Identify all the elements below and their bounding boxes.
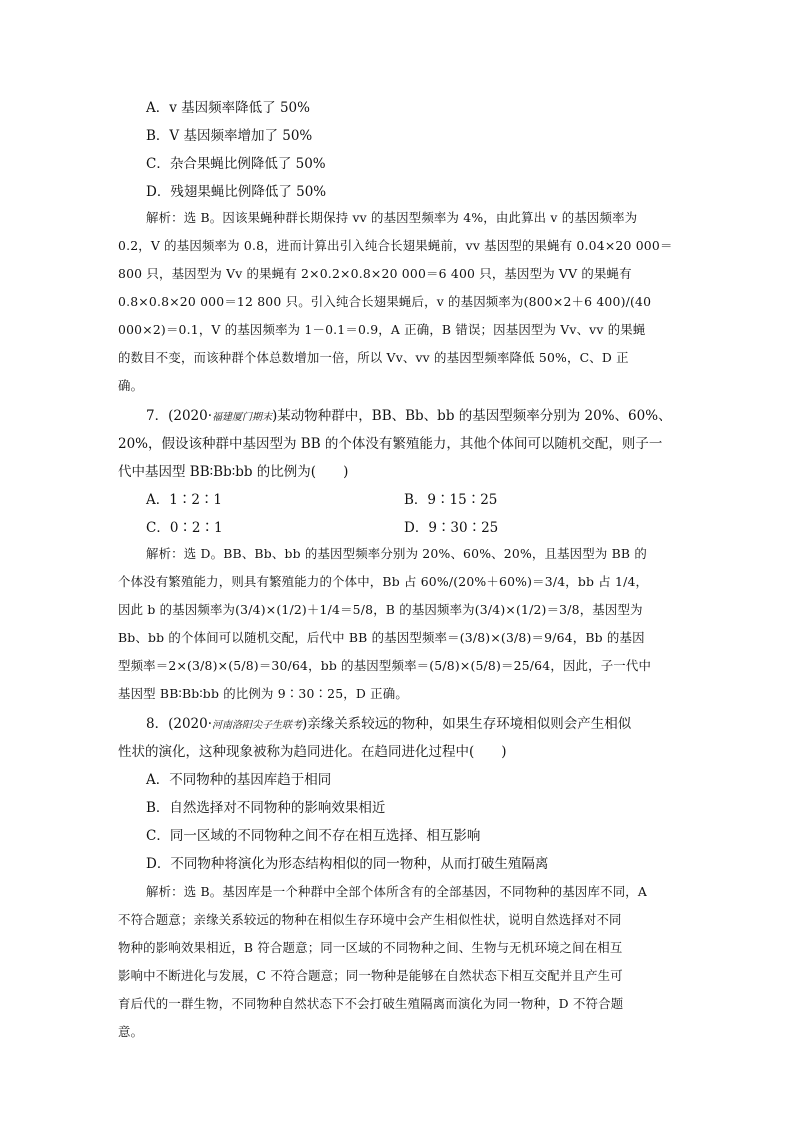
- q7-answer-line: 基因型 BB∶Bb∶bb 的比例为 9∶30∶25，D 正确。: [118, 686, 408, 701]
- option-b: B．V 基因频率增加了 50%: [146, 128, 313, 144]
- option-d: D．残翅果蝇比例降低了 50%: [146, 184, 327, 200]
- q7-answer-line: 解析：选 D。BB、Bb、bb 的基因型频率分别为 20%、60%、20%，且基因型为 BB 的: [146, 546, 647, 561]
- answer-line: 800 只，基因型为 Vv 的果蝇有 2×0.2×0.8×20 000＝6 400 只，基因型为 VV 的果蝇有: [118, 266, 632, 281]
- q7-option-c: C．0∶2∶1: [146, 520, 223, 536]
- q7-answer-line: 个体没有繁殖能力，则具有繁殖能力的个体中，Bb 占 60%/(20%＋60%)＝3/4，bb 占 1/4，: [118, 574, 649, 589]
- q8-answer-line: 物种的影响效果相近，B 符合题意；同一区域的不同物种之间、生物与无机环境之间在相互: [118, 940, 623, 955]
- question-number: 7．(2020·: [146, 408, 213, 424]
- q8-answer-line: 育后代的一群生物，不同物种自然状态下不会打破生殖隔离而演化为同一物种，D 不符合题: [118, 996, 624, 1011]
- q8-answer-line: 不符合题意；亲缘关系较远的物种在相似生存环境中会产生相似性状，说明自然选择对不同: [118, 912, 622, 927]
- question-8-stem: 性状的演化，这种现象被称为趋同进化。在趋同进化过程中( ): [118, 744, 507, 760]
- answer-line: 0.8×0.8×20 000＝12 800 只。引入纯合长翅果蝇后，v 的基因频率为(800×2＋6 400)/(40: [118, 294, 652, 309]
- answer-line: 解析：选 B。因该果蝇种群长期保持 vv 的基因型频率为 4%，由此算出 v 的基因频率为: [146, 210, 638, 225]
- q8-option-a: A．不同物种的基因库趋于相同: [146, 772, 332, 788]
- answer-line: 的数目不变，而该种群个体总数增加一倍，所以 Vv、vv 的基因型频率降低 50%，C、D 正: [118, 350, 629, 365]
- answer-line: 0.2，V 的基因频率为 0.8，进而计算出引入纯合长翅果蝇前，vv 基因型的果蝇有 0.04×20 000＝: [118, 238, 673, 253]
- question-7-stem: 20%，假设该种群中基因型为 BB 的个体没有繁殖能力，其他个体间可以随机交配，则子一: [118, 436, 663, 452]
- q7-option-a: A．1∶2∶1: [146, 492, 223, 508]
- question-source: 福建厦门期末: [212, 412, 273, 423]
- q8-answer-line: 解析：选 B。基因库是一个种群中全部个体所含有的全部基因，不同物种的基因库不同，A: [146, 884, 648, 899]
- answer-line: 000×2)＝0.1，V 的基因频率为 1－0.1＝0.9，A 正确，B 错误；因基因型为 Vv、vv 的果蝇: [118, 322, 646, 337]
- q8-answer-line: 意。: [118, 1024, 144, 1039]
- q8-answer-line: 影响中不断进化与发展，C 不符合题意；同一物种是能够在自然状态下相互交配并且产生可: [118, 968, 623, 983]
- option-c: C．杂合果蝇比例降低了 50%: [146, 156, 326, 172]
- q7-option-d: D．9∶30∶25: [404, 520, 499, 536]
- q8-option-b: B．自然选择对不同物种的影响效果相近: [146, 800, 386, 816]
- question-8-stem: 8．(2020·河南洛阳尖子生联考)亲缘关系较远的物种，如果生存环境相似则会产生相似: [146, 716, 632, 732]
- question-source: 河南洛阳尖子生联考: [212, 720, 303, 731]
- question-number: 8．(2020·: [146, 716, 213, 732]
- answer-line: 确。: [118, 378, 144, 393]
- question-7-stem: 7．(2020·福建厦门期末)某动物种群中，BB、Bb、bb 的基因型频率分别为 20%、60%、: [146, 408, 672, 424]
- q7-answer-line: 型频率＝2×(3/8)×(5/8)＝30/64，bb 的基因型频率＝(5/8)×(5/8)＝25/64，因此，子一代中: [118, 658, 652, 673]
- question-7-stem: 代中基因型 BB∶Bb∶bb 的比例为( ): [118, 464, 349, 480]
- q7-answer-line: Bb、bb 的个体间可以随机交配，后代中 BB 的基因型频率＝(3/8)×(3/8)＝9/64，Bb 的基因: [118, 630, 645, 645]
- q8-option-d: D．不同物种将演化为形态结构相似的同一物种，从而打破生殖隔离: [146, 856, 549, 872]
- q8-option-c: C．同一区域的不同物种之间不存在相互选择、相互影响: [146, 828, 481, 844]
- q7-answer-line: 因此 b 的基因频率为(3/4)×(1/2)＋1/4＝5/8，B 的基因频率为(3/4)×(1/2)＝3/8，基因型为: [118, 602, 643, 617]
- q7-option-b: B．9∶15∶25: [404, 492, 498, 508]
- option-a: A．v 基因频率降低了 50%: [146, 100, 310, 116]
